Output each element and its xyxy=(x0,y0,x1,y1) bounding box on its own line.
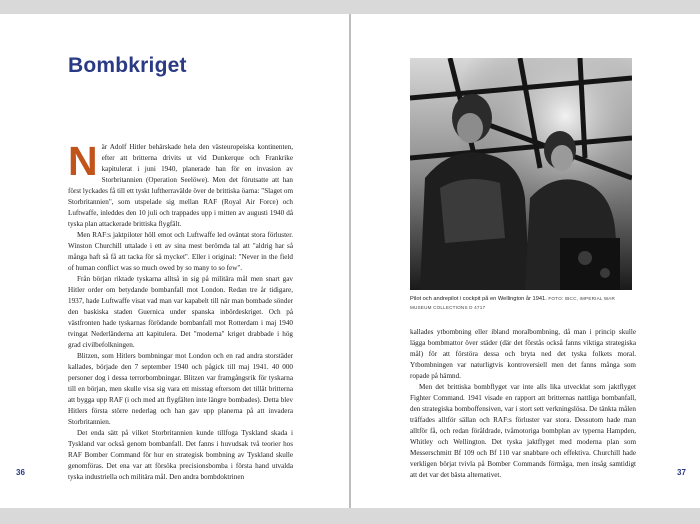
left-page xyxy=(0,14,349,508)
paragraph: Men det brittiska bombflyget var inte alls lika utvecklat som jaktflyget Fighter Command. 1941 visade en rapport att britternas nattliga bombanfall, den strategiska bomboffensiven, var i stort sett verkningslösa. De tänkta målen träffades alltför sällan och RAF:s förluster var stora. Dessutom hade man alltför få, och redan föråldrade, tvåmotoriga bombplan av typerna Hampden, Whitley och Wellington. Det tyska jaktflyget med moderna plan som Messerschmitt Bf 109 och Bf 110 var snabbare och effektiva. Churchill hade verkligen börjat tvivla på Bomber Commands förmåga, men insåg samtidigt att det var det bästa alternativet. xyxy=(410,383,636,479)
chapter-heading: Bombkriget xyxy=(68,54,187,77)
page-number: 37 xyxy=(677,468,686,477)
paragraph-text: är Adolf Hitler behärskade hela den västeuropeiska kontinenten, efter att britterna drivits ut vid Dunkerque och Frankrike kapitulerat i juni 1940, planerade han för en invasion av Storbritannien (Operation Seelöwe). Men det förutsatte att han först lyckades få till ett tyskt luftherravälde över de brittiska öarna: "Slaget om Storbritannien", som utspelade sig mellan RAF (Royal Air Force) och Luftwaffe, inleddes den 10 juli och trappades upp i mitten av augusti 1940 då tyska plan attackerade brittiska flygfält. xyxy=(68,143,293,228)
cockpit-photo-image xyxy=(410,58,632,290)
photo-credit: FOTO: IBCC, IMPERIAL WAR MUSEUM COLLECTIONS D 4717 xyxy=(410,296,616,310)
caption-text: Pilot och andrepilot i cockpit på en Wellington år 1941. xyxy=(410,296,547,302)
paragraph: Blitzen, som Hitlers bombningar mot London och en rad andra storstäder kallades, började den 7 september 1940 och pågick till maj 1941. 40 000 personer dog i dessa terrorbombningar. Blitzen var framgångsrik för tyskarna till en början, men skulle visa sig vara ett misstag eftersom det tillät britterna att bygga upp RAF (i och med att flygfälten inte längre bombades). Detta blev Hitlers första större nederlag och han gav upp planerna på att invadera Storbritannien. xyxy=(68,352,293,426)
right-body-text xyxy=(410,327,636,481)
cockpit-photo xyxy=(410,58,632,290)
paragraph xyxy=(68,138,293,230)
drop-cap: N xyxy=(68,138,98,184)
left-body-text xyxy=(68,138,293,483)
paragraph: kallades ytbombning eller ibland moralbombning, då man i princip skulle lägga bombmattor över städer (där det förstås också fanns viktiga strategiska mål) för att förstöra dessa och bryta ned det tyska folkets moral. Ytbombningen var naturligtvis kontroversiell men det fanns många som ropade på hämnd. xyxy=(410,328,636,380)
paragraph: Men RAF:s jaktpiloter höll emot och Luftwaffe led oväntat stora förluster. Winston Churchill uttalade i ett av sina mest berömda tal att "aldrig har så många haft så få att tacka för så mycket". Eller i original: "Never in the field of human conflict was so much owed by so many to so few". xyxy=(68,231,293,272)
right-page xyxy=(351,14,700,508)
paragraph: Det enda sätt på vilket Storbritannien kunde tillfoga Tyskland skada i Tyskland var också genom bombanfall. Det fanns i huvudsak två teorier hos RAF Bomber Command för hur en strategisk bombning av Tyskland skulle genomföras. Det ena var att försöka precisionsbomba i första hand utvalda tyska industriella och militära mål. Den andra bombdoktrinen xyxy=(68,429,293,481)
paragraph: Från början riktade tyskarna alltså in sig på militära mål men snart gav Hitler order om betydande bombanfall mot London. Redan tre år tidigare, 1937, hade Luftwaffe visat vad man var kapabelt till när man bombade sönder den baskiska staden Guernica under spanska inbördeskriget. Och på västfronten hade tyskarnas förödande bombanfall mot Rotterdam i maj 1940 tvingat Nederländerna att kapitulera. Det "moderna" kriget drabbade i hög grad civilbefolkningen. xyxy=(68,275,293,349)
photo-caption xyxy=(410,295,636,312)
page-number: 36 xyxy=(16,468,25,477)
